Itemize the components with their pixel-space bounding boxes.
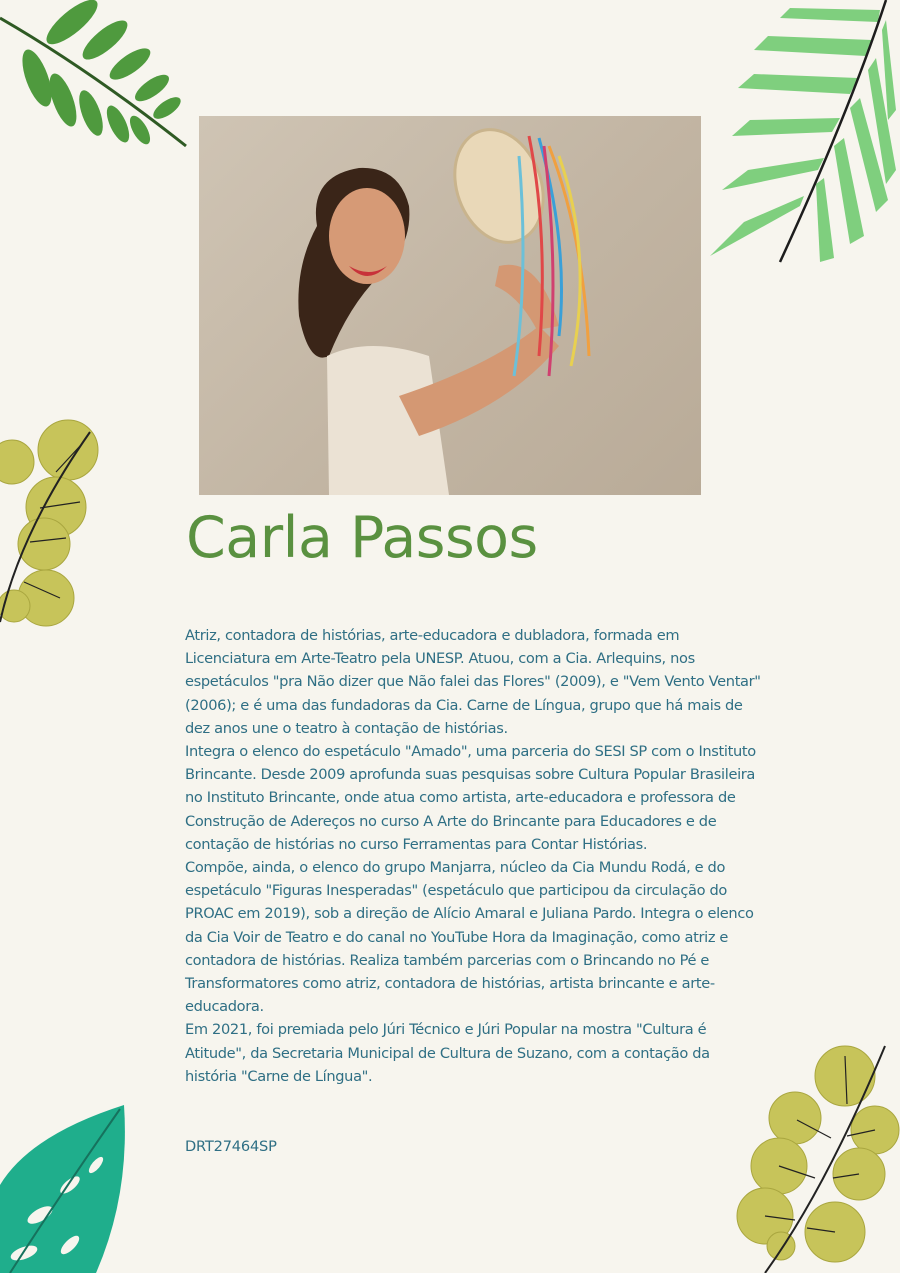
bio-paragraph: Atriz, contadora de histórias, arte-educadora e dubladora, formada em Licenciatura em Arte-Teatro pela UNESP. Atuou, com a Cia. Arlequins, nos espetáculos "pra Não dizer que Não falei das Flores" (2009), e "Vem Vento Ventar" (2006); e é uma das fundadoras da Cia. Carne de Língua, grupo que há mais de dez anos une o teatro à contação de histórias. <box>185 627 761 737</box>
round-leaf-branch-icon <box>0 412 110 632</box>
portrait-illustration <box>199 116 701 495</box>
bio-text <box>185 624 765 1088</box>
registration-number: DRT27464SP <box>185 1138 277 1155</box>
page-title: Carla Passos <box>186 505 538 571</box>
palm-leaf-icon <box>700 0 900 270</box>
bio-paragraph: Integra o elenco do espetáculo "Amado", uma parceria do SESI SP com o Instituto Brincante. Desde 2009 aprofunda suas pesquisas sobre Cultura Popular Brasileira no Instituto Brincante, onde atua como artista, arte-educadora e professora de Construção de Adereços no curso A Arte do Brincante para Educadores e de contação de histórias no curso Ferramentas para Contar Histórias. <box>185 743 756 853</box>
fern-leaf-icon <box>0 0 200 160</box>
monstera-leaf-icon <box>0 1105 130 1273</box>
bio-paragraph: Compõe, ainda, o elenco do grupo Manjarra, núcleo da Cia Mundu Rodá, e do espetáculo "Figuras Inesperadas" (espetáculo que participou da circulação do PROAC em 2019), sob a direção de Alício Amaral e Juliana Pardo. Integra o elenco da Cia Voir de Teatro e do canal no YouTube Hora da Imaginação, como atriz e contadora de histórias. Realiza também parcerias com o Brincando no Pé e Transformatores como atriz, contadora de histórias, artista brincante e arte-educadora. <box>185 859 754 1016</box>
profile-photo <box>199 116 701 495</box>
bio-paragraph: Em 2021, foi premiada pelo Júri Técnico e Júri Popular na mostra "Cultura é Atitude", da Secretaria Municipal de Cultura de Suzano, com a contação da história "Carne de Língua". <box>185 1021 710 1085</box>
